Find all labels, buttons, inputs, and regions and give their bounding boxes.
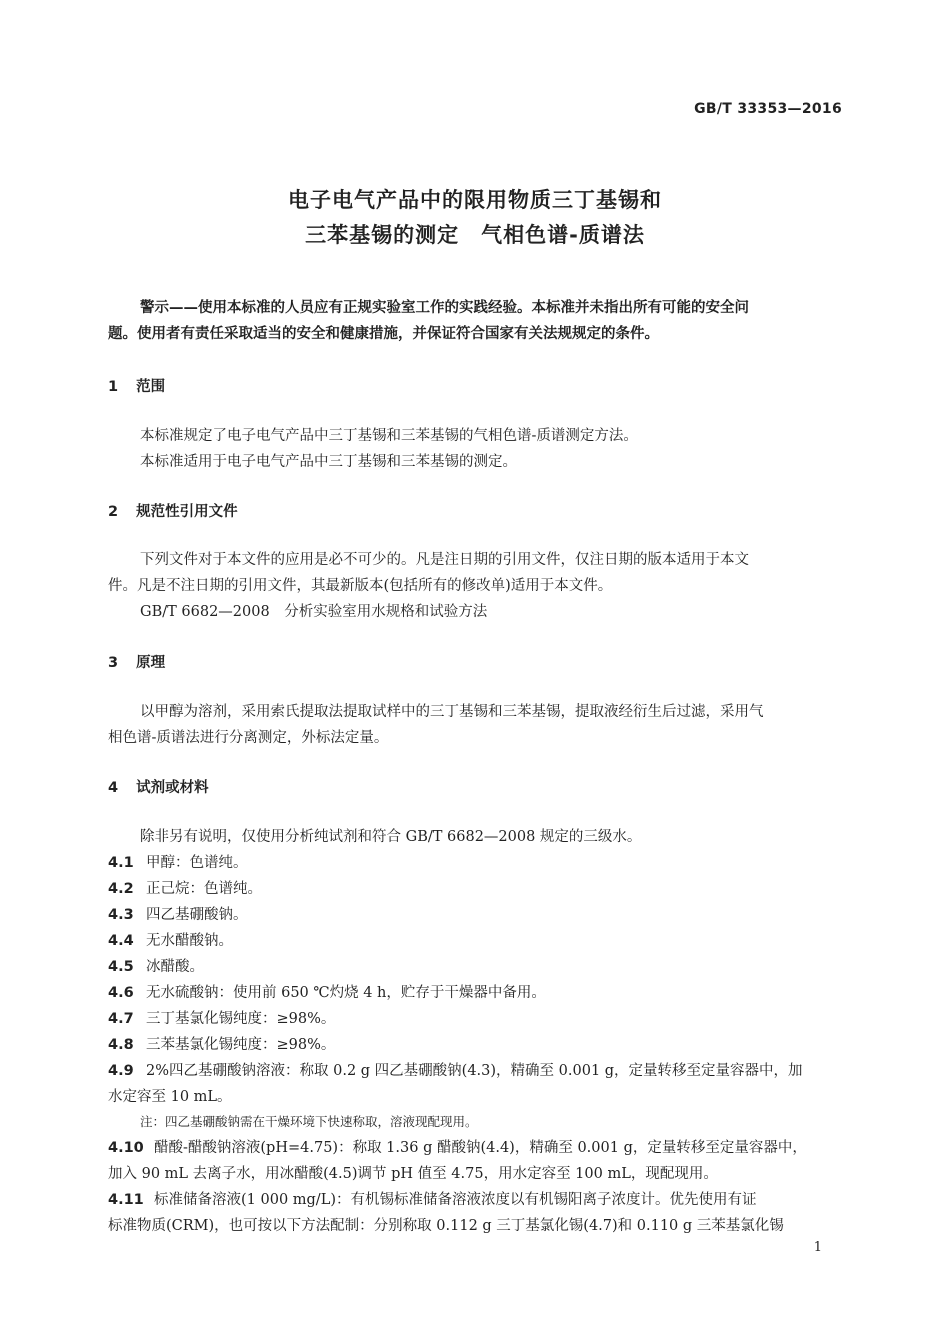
section-title: 规范性引用文件 <box>136 504 238 520</box>
section-title: 范围 <box>136 379 166 395</box>
list-item-4-11-line-2: 标准物质(CRM)，也可按以下方法配制：分别称取 0.112 g 三丁基氯化锡(4.7)和 0.110 g 三苯基氯化锡 <box>108 1218 784 1234</box>
section-1-paragraph-1: 本标准规定了电子电气产品中三丁基锡和三苯基锡的气相色谱-质谱测定方法。 <box>140 428 638 444</box>
list-item <box>108 903 248 924</box>
section-number: 2 <box>108 504 119 520</box>
list-item <box>108 955 204 976</box>
document-title-line-2: 三苯基锡的测定 气相色谱-质谱法 <box>305 223 645 247</box>
section-4-intro: 除非另有说明，仅使用分析纯试剂和符合 GB/T 6682—2008 规定的三级水。 <box>140 829 642 845</box>
item-number: 4.4 <box>108 933 134 949</box>
item-number: 4.10 <box>108 1140 144 1156</box>
item-text: 三苯基氯化锡纯度：≥98%。 <box>146 1037 336 1053</box>
section-1-paragraph-2: 本标准适用于电子电气产品中三丁基锡和三苯基锡的测定。 <box>140 454 517 470</box>
section-3-paragraph-line-1: 以甲醇为溶剂，采用索氏提取法提取试样中的三丁基锡和三苯基锡，提取液经衍生后过滤，采用气 <box>140 704 764 720</box>
item-number: 4.9 <box>108 1063 134 1079</box>
section-title: 试剂或材料 <box>136 780 209 796</box>
list-item-4-9-line-1 <box>108 1059 803 1080</box>
list-item <box>108 851 248 872</box>
item-number: 4.3 <box>108 907 134 923</box>
list-item <box>108 929 233 950</box>
item-number: 4.2 <box>108 881 134 897</box>
item-number: 4.7 <box>108 1011 134 1027</box>
item-text: 2%四乙基硼酸钠溶液：称取 0.2 g 四乙基硼酸钠(4.3)，精确至 0.001 g，定量转移至定量容器中，加 <box>146 1063 803 1079</box>
item-text: 无水醋酸钠。 <box>146 933 233 949</box>
list-item-4-10-line-1 <box>108 1136 807 1157</box>
document-title-line-1: 电子电气产品中的限用物质三丁基锡和 <box>288 188 662 212</box>
section-3-paragraph-line-2: 相色谱-质谱法进行分离测定，外标法定量。 <box>108 730 389 746</box>
item-text: 三丁基氯化锡纯度：≥98%。 <box>146 1011 336 1027</box>
section-4-heading <box>108 776 209 797</box>
item-number: 4.11 <box>108 1192 144 1208</box>
item-text: 甲醇：色谱纯。 <box>146 855 248 871</box>
list-item <box>108 981 546 1002</box>
section-number: 1 <box>108 379 119 395</box>
section-1-heading <box>108 375 165 396</box>
note: 注：四乙基硼酸钠需在干燥环境下快速称取，溶液现配现用。 <box>140 1114 478 1129</box>
item-number: 4.5 <box>108 959 134 975</box>
item-text: 无水硫酸钠：使用前 650 ℃灼烧 4 h，贮存于干燥器中备用。 <box>146 985 546 1001</box>
list-item-4-9-line-2: 水定容至 10 mL。 <box>108 1089 232 1105</box>
item-text: 正己烷：色谱纯。 <box>146 881 262 897</box>
list-item <box>108 877 262 898</box>
section-2-paragraph-line-2: 件。凡是不注日期的引用文件，其最新版本(包括所有的修改单)适用于本文件。 <box>108 578 613 594</box>
section-3-heading <box>108 651 165 672</box>
section-title: 原理 <box>136 655 166 671</box>
standard-number: GB/T 33353—2016 <box>694 101 842 117</box>
item-number: 4.6 <box>108 985 134 1001</box>
section-2-paragraph-line-1: 下列文件对于本文件的应用是必不可少的。凡是注日期的引用文件，仅注日期的版本适用于本文 <box>140 552 749 568</box>
section-2-heading <box>108 500 238 521</box>
list-item-4-11-line-1 <box>108 1188 756 1209</box>
warning-line-2: 题。使用者有责任采取适当的安全和健康措施，并保证符合国家有关法规规定的条件。 <box>108 326 659 342</box>
section-number: 3 <box>108 655 119 671</box>
item-number: 4.8 <box>108 1037 134 1053</box>
item-text: 标准储备溶液(1 000 mg/L)：有机锡标准储备溶液浓度以有机锡阳离子浓度计。优先使用有证 <box>154 1192 757 1208</box>
item-text: 冰醋酸。 <box>146 959 204 975</box>
warning-line-1: 警示——使用本标准的人员应有正规实验室工作的实践经验。本标准并未指出所有可能的安全问 <box>140 300 749 316</box>
page-number: 1 <box>813 1240 822 1255</box>
normative-reference: GB/T 6682—2008 分析实验室用水规格和试验方法 <box>140 604 488 620</box>
item-number: 4.1 <box>108 855 134 871</box>
item-text: 醋酸-醋酸钠溶液(pH=4.75)：称取 1.36 g 醋酸钠(4.4)，精确至 0.001 g，定量转移至定量容器中， <box>154 1140 807 1156</box>
section-number: 4 <box>108 780 119 796</box>
list-item-4-10-line-2: 加入 90 mL 去离子水，用冰醋酸(4.5)调节 pH 值至 4.75，用水定容至 100 mL，现配现用。 <box>108 1166 718 1182</box>
item-text: 四乙基硼酸钠。 <box>146 907 248 923</box>
list-item <box>108 1007 335 1028</box>
list-item <box>108 1033 335 1054</box>
